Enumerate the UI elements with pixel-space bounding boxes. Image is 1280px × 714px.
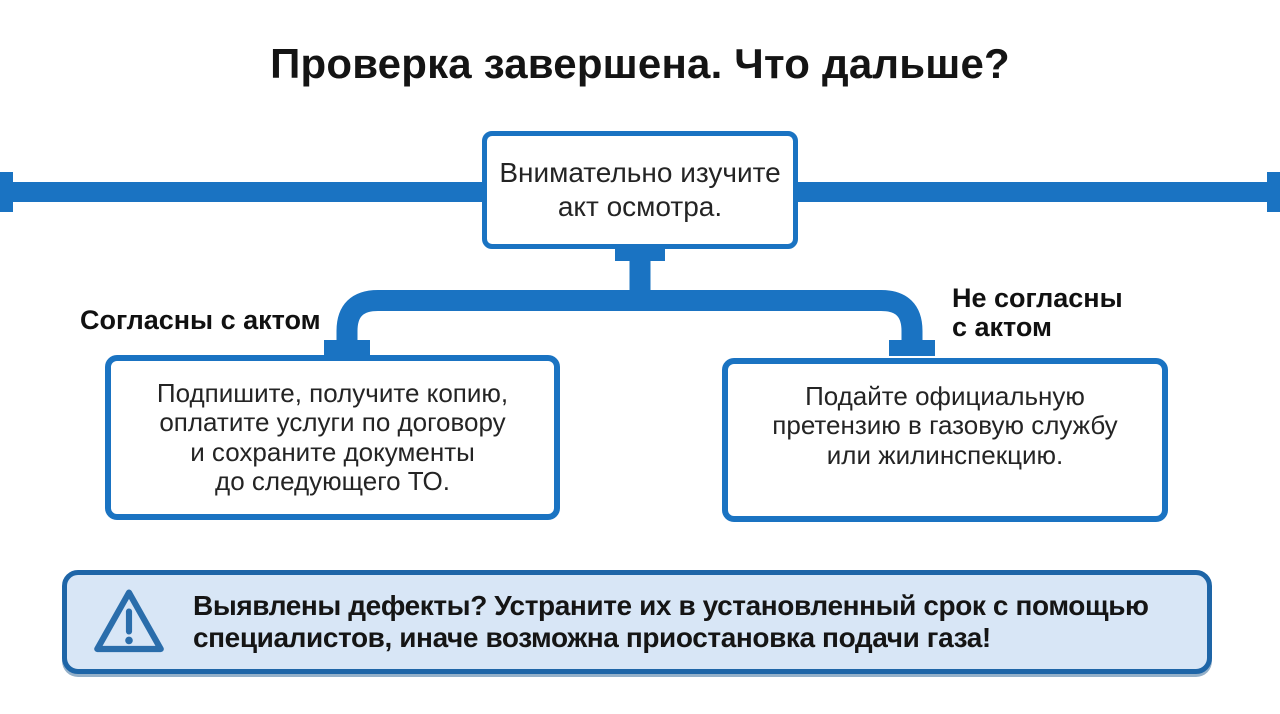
right-branch-box (722, 358, 1168, 522)
branch-arm-left (347, 301, 640, 349)
right-branch-line: претензию в газовую службу (772, 410, 1118, 441)
pipe-right-endcap (1267, 172, 1280, 212)
left-branch-line: и сохраните документы (190, 436, 475, 467)
branch-arm-right (640, 301, 912, 349)
pipe-left-endcap (0, 172, 13, 212)
warning-triangle-icon (91, 586, 167, 658)
right-branch-line: или жилинспекцию. (826, 439, 1064, 470)
left-branch-label: Согласны с актом (80, 305, 321, 335)
right-branch-label (952, 284, 1123, 342)
warning-text-line: Выявлены дефекты? Устраните их в установленный срок с помощью (193, 589, 1149, 621)
page-title: Проверка завершена. Что дальше? (270, 40, 1010, 87)
left-branch-foot-collar (324, 340, 370, 356)
right-branch-label-line: Не согласны (952, 283, 1123, 313)
warning-panel (62, 570, 1212, 674)
warning-text-line: специалистов, иначе возможна приостановка подачи газа! (193, 622, 991, 653)
step-root-box (482, 131, 798, 249)
left-branch-box (105, 355, 560, 520)
left-branch-line: оплатите услуги по договору (159, 407, 506, 438)
warning-text (193, 590, 1149, 655)
right-branch-foot-collar (889, 340, 935, 356)
left-branch-line: Подпишите, получите копию, (156, 377, 509, 408)
step-root-line: Внимательно изучите (499, 156, 781, 188)
right-branch-line: Подайте официальную (805, 380, 1085, 411)
step-root-line: акт осмотра. (557, 191, 723, 222)
left-branch-line: до следующего ТО. (215, 465, 450, 496)
right-branch-label-line: с актом (952, 312, 1053, 343)
